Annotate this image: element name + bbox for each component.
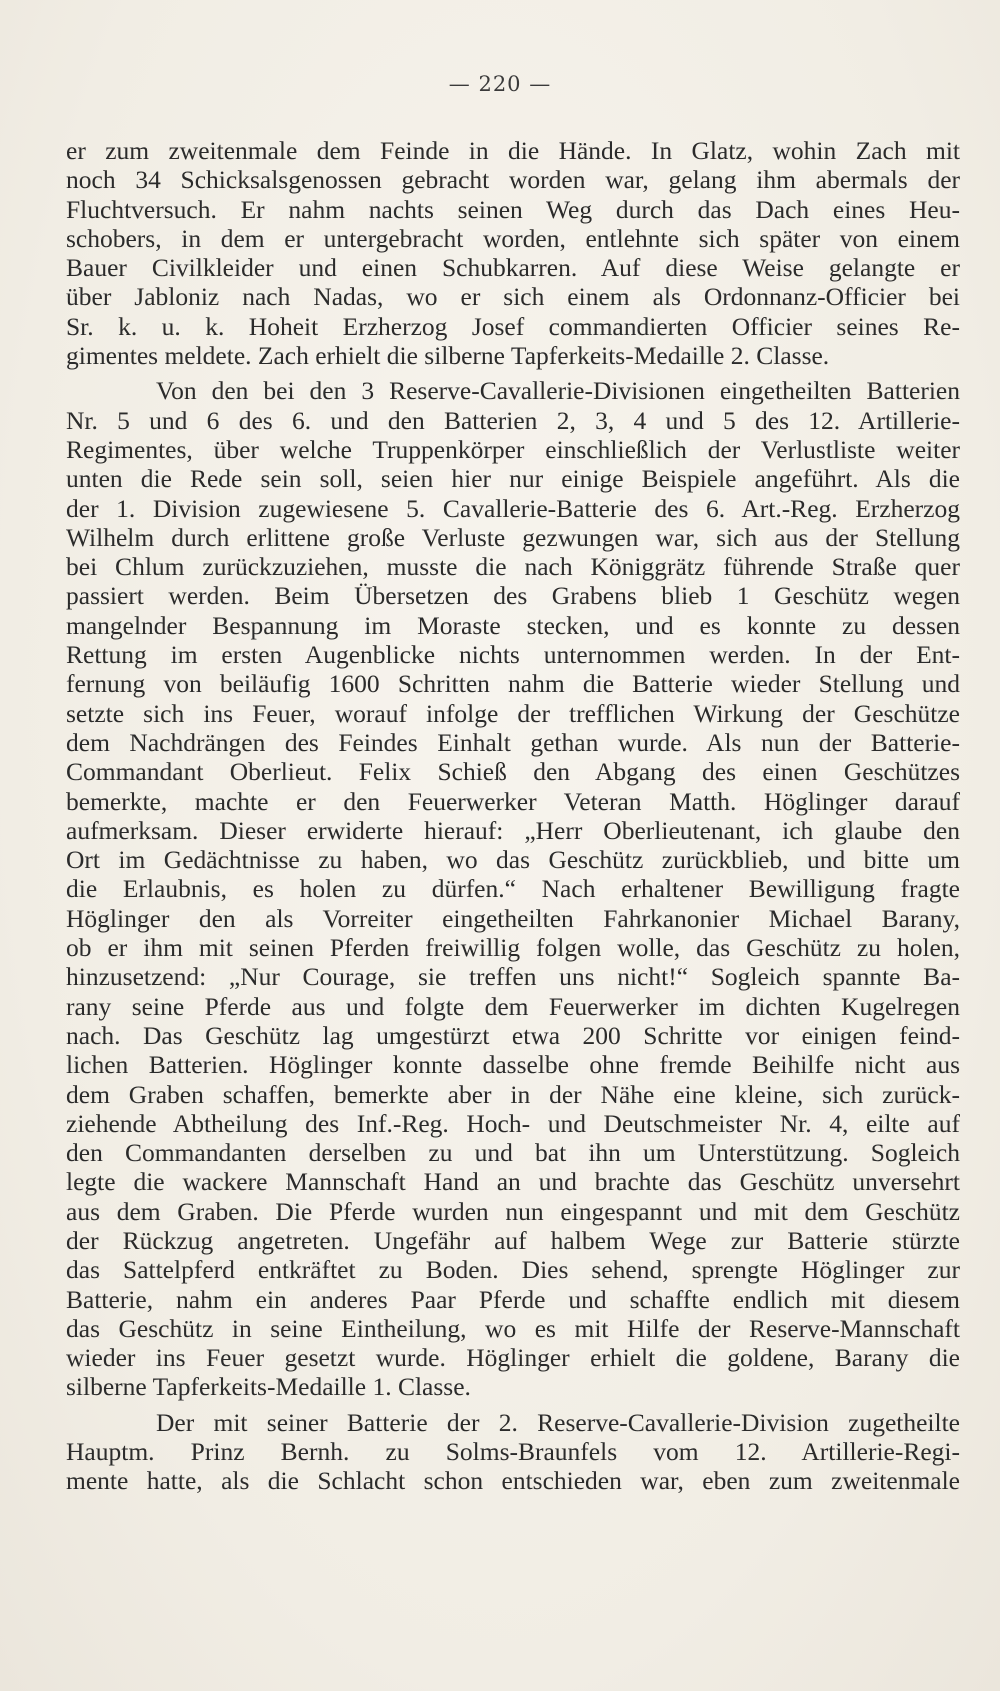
text-line: silberne Tapferkeits-Medaille 1. Classe. [66, 1372, 471, 1402]
text-line: aus dem Graben. Die Pferde wurden nun eingespannt und mit dem Geschütz [66, 1196, 960, 1226]
paragraph [66, 376, 960, 1401]
text-line: er zum zweitenmale dem Feinde in die Hände. In Glatz, wohin Zach mit [66, 136, 960, 165]
text-line: der Rückzug angetreten. Ungefähr auf halbem Wege zur Batterie stürzte [66, 1225, 960, 1255]
text-line: noch 34 Schicksalsgenossen gebracht worden war, gelang ihm abermals der [66, 165, 960, 195]
text-line: Ort im Gedächtnisse zu haben, wo das Geschütz zurückblieb, und bitte um [66, 845, 960, 875]
text-line: die Erlaubnis, es holen zu dürfen.“ Nach erhaltener Bewilligung fragte [66, 874, 960, 904]
text-line: bemerkte, machte er den Feuerwerker Veteran Matth. Höglinger darauf [66, 786, 960, 816]
text-line: mente hatte, als die Schlacht schon entschieden war, eben zum zweitenmale [66, 1466, 960, 1496]
text-line: den Commandanten derselben zu und bat ihn um Unterstützung. Sogleich [66, 1138, 960, 1168]
text-line: bei Chlum zurückzuziehen, musste die nach Königgrätz führende Straße quer [66, 552, 960, 582]
text-line: Der mit seiner Batterie der 2. Reserve-Cavallerie-Division zugetheilte [156, 1407, 960, 1437]
text-line: nach. Das Geschütz lag umgestürzt etwa 200 Schritte vor einigen feind- [66, 1020, 960, 1050]
body-text [66, 136, 960, 1496]
text-line: ob er ihm mit seinen Pferden freiwillig folgen wolle, das Geschütz zu holen, [66, 933, 960, 963]
text-line: Batterie, nahm ein anderes Paar Pferde und schaffte endlich mit diesem [66, 1284, 960, 1314]
text-line: gimentes meldete. Zach erhielt die silberne Tapferkeits-Medaille 2. Classe. [66, 341, 830, 371]
text-line: unten die Rede sein soll, seien hier nur einige Beispiele angeführt. Als die [66, 464, 960, 494]
text-line: der 1. Division zugewiesene 5. Cavallerie-Batterie des 6. Art.-Reg. Erzherzog [66, 493, 960, 523]
text-line: über Jabloniz nach Nadas, wo er sich einem als Ordonnanz-Officier bei [66, 282, 960, 312]
text-line: Bauer Civilkleider und einen Schubkarren. Auf diese Weise gelangte er [66, 253, 960, 283]
paragraph [66, 136, 960, 370]
text-line: Hauptm. Prinz Bernh. zu Solms-Braunfels vom 12. Artillerie-Regi- [66, 1437, 960, 1467]
text-line: Sr. k. u. k. Hoheit Erzherzog Josef commandierten Officier seines Re- [66, 311, 960, 341]
text-line: aufmerksam. Dieser erwiderte hierauf: „Herr Oberlieutenant, ich glaube den [66, 815, 960, 845]
text-line: Fluchtversuch. Er nahm nachts seinen Weg durch das Dach eines Heu- [66, 194, 960, 224]
text-line: setzte sich ins Feuer, worauf infolge der trefflichen Wirkung der Geschütze [66, 698, 960, 728]
text-line: das Geschütz in seine Eintheilung, wo es mit Hilfe der Reserve-Mannschaft [66, 1313, 960, 1343]
text-line: dem Nachdrängen des Feindes Einhalt gethan wurde. Als nun der Batterie- [66, 727, 960, 757]
text-line: dem Graben schaffen, bemerkte aber in der Nähe eine kleine, sich zurück- [66, 1079, 960, 1109]
text-line: Höglinger den als Vorreiter eingetheilten Fahrkanonier Michael Barany, [66, 903, 960, 933]
text-line: Nr. 5 und 6 des 6. und den Batterien 2, 3, 4 und 5 des 12. Artillerie- [66, 405, 960, 435]
text-line: Von den bei den 3 Reserve-Cavallerie-Divisionen eingetheilten Batterien [156, 376, 960, 406]
page-number: — 220 — [448, 72, 552, 96]
text-line: mangelnder Bespannung im Moraste stecken, und es konnte zu dessen [66, 610, 960, 640]
text-line: fernung von beiläufig 1600 Schritten nahm die Batterie wieder Stellung und [66, 669, 960, 699]
text-line: passiert werden. Beim Übersetzen des Grabens blieb 1 Geschütz wegen [66, 581, 960, 611]
text-line: rany seine Pferde aus und folgte dem Feuerwerker im dichten Kugelregen [66, 991, 960, 1021]
text-line: das Sattelpferd entkräftet zu Boden. Dies sehend, sprengte Höglinger zur [66, 1255, 960, 1285]
text-line: Rettung im ersten Augenblicke nichts unternommen werden. In der Ent- [66, 640, 960, 670]
text-line: lichen Batterien. Höglinger konnte dasselbe ohne fremde Beihilfe nicht aus [66, 1050, 960, 1080]
text-line: wieder ins Feuer gesetzt wurde. Höglinger erhielt die goldene, Barany die [66, 1343, 960, 1373]
text-line: schobers, in dem er untergebracht worden, entlehnte sich später von einem [66, 223, 960, 253]
text-line: ziehende Abtheilung des Inf.-Reg. Hoch- und Deutschmeister Nr. 4, eilte auf [66, 1108, 960, 1138]
text-line: legte die wackere Mannschaft Hand an und brachte das Geschütz unversehrt [66, 1167, 960, 1197]
paragraph [66, 1408, 960, 1496]
text-line: hinzusetzend: „Nur Courage, sie treffen uns nicht!“ Sogleich spannte Ba- [66, 962, 960, 992]
text-line: Regimentes, über welche Truppenkörper einschließlich der Verlustliste weiter [66, 434, 960, 464]
text-line: Wilhelm durch erlittene große Verluste gezwungen war, sich aus der Stellung [66, 522, 960, 552]
text-line: Commandant Oberlieut. Felix Schieß den Abgang des einen Geschützes [66, 757, 960, 787]
